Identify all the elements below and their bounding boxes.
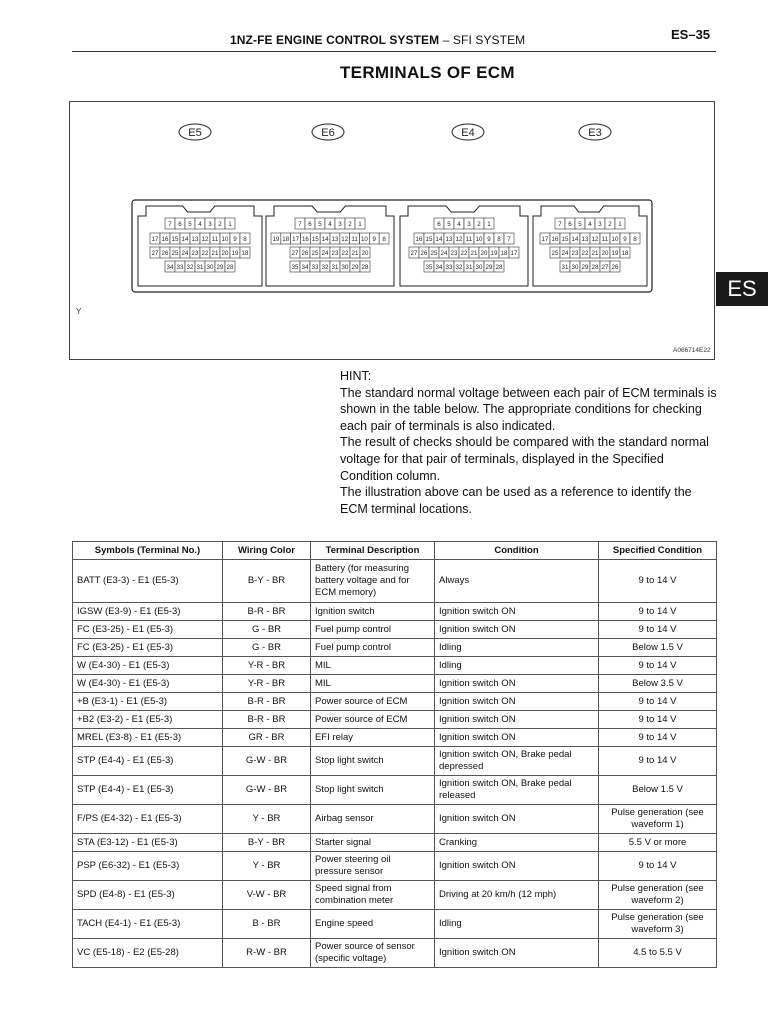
cell-symbol: VC (E5-18) - E2 (E5-28) bbox=[73, 939, 223, 968]
cell-wiring-color: B-Y - BR bbox=[223, 834, 311, 852]
col-header-symbols: Symbols (Terminal No.) bbox=[73, 542, 223, 560]
cell-wiring-color: B-Y - BR bbox=[223, 560, 311, 603]
cell-wiring-color: R-W - BR bbox=[223, 939, 311, 968]
pin-number: 9 bbox=[487, 236, 491, 243]
cell-symbol: SPD (E4-8) - E1 (E5-3) bbox=[73, 881, 223, 910]
cell-wiring-color: G-W - BR bbox=[223, 776, 311, 805]
pin-number: 18 bbox=[282, 236, 290, 243]
cell-condition: Ignition switch ON bbox=[435, 939, 599, 968]
cell-symbol: W (E4-30) - E1 (E5-3) bbox=[73, 657, 223, 675]
pin-number: 12 bbox=[455, 236, 463, 243]
table-row bbox=[73, 693, 717, 711]
cell-description: Power source of ECM bbox=[311, 693, 435, 711]
pin-number: 3 bbox=[338, 221, 342, 228]
pin-number: 34 bbox=[435, 264, 443, 271]
cell-wiring-color: B-R - BR bbox=[223, 711, 311, 729]
cell-specified: 9 to 14 V bbox=[599, 729, 717, 747]
cell-wiring-color: V-W - BR bbox=[223, 881, 311, 910]
pin-number: 20 bbox=[601, 250, 609, 257]
pin-number: 24 bbox=[561, 250, 569, 257]
pin-number: 12 bbox=[341, 236, 349, 243]
cell-description: MIL bbox=[311, 675, 435, 693]
pin-number: 19 bbox=[611, 250, 619, 257]
pin-number: 19 bbox=[272, 236, 280, 243]
hint-paragraph-1: The standard normal voltage between each pair of ECM terminals is shown in the table below. The appropriate conditions for checking each pair of terminals is also indicated. bbox=[340, 385, 717, 433]
pin-number: 32 bbox=[186, 264, 194, 271]
cell-description: Fuel pump control bbox=[311, 621, 435, 639]
pin-number: 22 bbox=[460, 250, 468, 257]
pin-number: 31 bbox=[465, 264, 473, 271]
pin-number: 21 bbox=[351, 250, 359, 257]
pin-number: 10 bbox=[221, 236, 229, 243]
pin-number: 25 bbox=[551, 250, 559, 257]
pin-number: 25 bbox=[311, 250, 319, 257]
pin-number: 17 bbox=[292, 236, 300, 243]
pin-number: 11 bbox=[351, 236, 358, 243]
pin-number: 5 bbox=[578, 221, 582, 228]
cell-condition: Ignition switch ON, Brake pedal depressed bbox=[435, 747, 599, 776]
pin-number: 18 bbox=[241, 250, 249, 257]
pin-number: 4 bbox=[198, 221, 202, 228]
cell-specified: 9 to 14 V bbox=[599, 603, 717, 621]
pin-number: 4 bbox=[328, 221, 332, 228]
cell-wiring-color: G-W - BR bbox=[223, 747, 311, 776]
pin-number: 3 bbox=[467, 221, 471, 228]
cell-symbol: BATT (E3-3) - E1 (E5-3) bbox=[73, 560, 223, 603]
cell-condition: Ignition switch ON bbox=[435, 603, 599, 621]
pin-number: 27 bbox=[291, 250, 299, 257]
cell-condition: Ignition switch ON bbox=[435, 729, 599, 747]
pin-number: 28 bbox=[226, 264, 234, 271]
pin-number: 13 bbox=[445, 236, 453, 243]
connector-label: E4 bbox=[461, 127, 475, 139]
header-divider bbox=[72, 51, 716, 52]
connector-e5 bbox=[138, 124, 262, 286]
cell-specified: 9 to 14 V bbox=[599, 560, 717, 603]
cell-specified: Below 1.5 V bbox=[599, 776, 717, 805]
connector-label: E3 bbox=[588, 127, 602, 139]
col-header-condition: Condition bbox=[435, 542, 599, 560]
section-tab[interactable]: ES bbox=[716, 272, 768, 306]
cell-condition: Ignition switch ON bbox=[435, 805, 599, 834]
pin-number: 22 bbox=[341, 250, 349, 257]
pin-number: 16 bbox=[161, 236, 169, 243]
cell-condition: Cranking bbox=[435, 834, 599, 852]
cell-specified: 9 to 14 V bbox=[599, 711, 717, 729]
table-row bbox=[73, 560, 717, 603]
pin-number: 3 bbox=[208, 221, 212, 228]
pin-number: 26 bbox=[611, 264, 619, 271]
pin-number: 18 bbox=[621, 250, 629, 257]
cell-specified: 9 to 14 V bbox=[599, 657, 717, 675]
cell-wiring-color: B-R - BR bbox=[223, 693, 311, 711]
pin-number: 32 bbox=[455, 264, 463, 271]
cell-description: MIL bbox=[311, 657, 435, 675]
cell-condition: Ignition switch ON bbox=[435, 621, 599, 639]
table-row bbox=[73, 657, 717, 675]
pin-number: 4 bbox=[457, 221, 461, 228]
pin-number: 28 bbox=[495, 264, 503, 271]
cell-specified: 5.5 V or more bbox=[599, 834, 717, 852]
pin-number: 30 bbox=[475, 264, 483, 271]
pin-number: 17 bbox=[541, 236, 549, 243]
cell-description: Power source of sensor (specific voltage) bbox=[311, 939, 435, 968]
cell-wiring-color: Y-R - BR bbox=[223, 657, 311, 675]
hint-paragraph-3: The illustration above can be used as a reference to identify the ECM terminal locations. bbox=[340, 485, 692, 516]
pin-number: 15 bbox=[561, 236, 569, 243]
connector-label: E6 bbox=[321, 127, 335, 139]
pin-number: 7 bbox=[168, 221, 172, 228]
pin-number: 8 bbox=[497, 236, 501, 243]
pin-number: 2 bbox=[218, 221, 222, 228]
table-row bbox=[73, 805, 717, 834]
pin-number: 1 bbox=[618, 221, 622, 228]
pin-number: 14 bbox=[321, 236, 329, 243]
pin-number: 27 bbox=[601, 264, 609, 271]
pin-number: 35 bbox=[425, 264, 433, 271]
cell-description: Stop light switch bbox=[311, 776, 435, 805]
pin-number: 23 bbox=[331, 250, 339, 257]
cell-specified: Pulse generation (see waveform 1) bbox=[599, 805, 717, 834]
pin-number: 26 bbox=[161, 250, 169, 257]
pin-number: 28 bbox=[361, 264, 369, 271]
cell-specified: 9 to 14 V bbox=[599, 693, 717, 711]
cell-symbol: +B2 (E3-2) - E1 (E5-3) bbox=[73, 711, 223, 729]
cell-wiring-color: Y-R - BR bbox=[223, 675, 311, 693]
pin-number: 32 bbox=[321, 264, 329, 271]
pin-number: 27 bbox=[410, 250, 418, 257]
pin-number: 7 bbox=[298, 221, 302, 228]
pin-number: 13 bbox=[191, 236, 199, 243]
cell-wiring-color: G - BR bbox=[223, 621, 311, 639]
cell-symbol: TACH (E4-1) - E1 (E5-3) bbox=[73, 910, 223, 939]
cell-symbol: STP (E4-4) - E1 (E5-3) bbox=[73, 747, 223, 776]
cell-description: Fuel pump control bbox=[311, 639, 435, 657]
cell-description: Stop light switch bbox=[311, 747, 435, 776]
figure-mark: Y bbox=[76, 307, 82, 316]
pin-number: 33 bbox=[311, 264, 319, 271]
pin-number: 24 bbox=[181, 250, 189, 257]
table-row bbox=[73, 747, 717, 776]
pin-number: 6 bbox=[178, 221, 182, 228]
pin-number: 27 bbox=[151, 250, 159, 257]
header-title-main: 1NZ-FE ENGINE CONTROL SYSTEM bbox=[230, 33, 440, 47]
cell-symbol: PSP (E6-32) - E1 (E5-3) bbox=[73, 852, 223, 881]
pin-number: 29 bbox=[351, 264, 359, 271]
pin-number: 1 bbox=[358, 221, 362, 228]
cell-condition: Ignition switch ON, Brake pedal released bbox=[435, 776, 599, 805]
pin-number: 5 bbox=[318, 221, 322, 228]
cell-symbol: FC (E3-25) - E1 (E5-3) bbox=[73, 639, 223, 657]
table-row bbox=[73, 834, 717, 852]
pin-number: 11 bbox=[211, 236, 219, 243]
page-title: TERMINALS OF ECM bbox=[340, 63, 515, 82]
cell-specified: 9 to 14 V bbox=[599, 747, 717, 776]
pin-number: 26 bbox=[420, 250, 428, 257]
pin-number: 7 bbox=[507, 236, 511, 243]
ecm-connector-figure bbox=[69, 101, 715, 360]
table-row bbox=[73, 910, 717, 939]
col-header-description: Terminal Description bbox=[311, 542, 435, 560]
cell-wiring-color: Y - BR bbox=[223, 805, 311, 834]
pin-number: 21 bbox=[591, 250, 599, 257]
cell-condition: Idling bbox=[435, 639, 599, 657]
pin-number: 4 bbox=[588, 221, 592, 228]
table-row bbox=[73, 729, 717, 747]
pin-number: 15 bbox=[171, 236, 179, 243]
pin-number: 28 bbox=[591, 264, 599, 271]
pin-number: 8 bbox=[633, 236, 637, 243]
pin-number: 24 bbox=[440, 250, 448, 257]
cell-symbol: MREL (E3-8) - E1 (E5-3) bbox=[73, 729, 223, 747]
table-row bbox=[73, 939, 717, 968]
pin-number: 25 bbox=[430, 250, 438, 257]
cell-description: EFI relay bbox=[311, 729, 435, 747]
cell-specified: Pulse generation (see waveform 3) bbox=[599, 910, 717, 939]
pin-number: 6 bbox=[568, 221, 572, 228]
cell-specified: 4.5 to 5.5 V bbox=[599, 939, 717, 968]
cell-condition: Ignition switch ON bbox=[435, 852, 599, 881]
cell-condition: Ignition switch ON bbox=[435, 675, 599, 693]
pin-number: 34 bbox=[166, 264, 174, 271]
pin-number: 14 bbox=[435, 236, 443, 243]
ecm-connector-diagram bbox=[70, 102, 714, 359]
cell-symbol: STA (E3-12) - E1 (E5-3) bbox=[73, 834, 223, 852]
pin-number: 8 bbox=[382, 236, 386, 243]
connector-e6 bbox=[266, 124, 394, 286]
pin-number: 22 bbox=[581, 250, 589, 257]
pin-number: 10 bbox=[611, 236, 619, 243]
pin-number: 33 bbox=[176, 264, 184, 271]
pin-number: 23 bbox=[571, 250, 579, 257]
cell-condition: Ignition switch ON bbox=[435, 693, 599, 711]
cell-description: Ignition switch bbox=[311, 603, 435, 621]
pin-number: 7 bbox=[558, 221, 562, 228]
table-row bbox=[73, 639, 717, 657]
pin-number: 18 bbox=[500, 250, 508, 257]
pin-number: 30 bbox=[571, 264, 579, 271]
pin-number: 10 bbox=[360, 236, 368, 243]
cell-description: Battery (for measuring battery voltage and for ECM memory) bbox=[311, 560, 435, 603]
cell-wiring-color: B-R - BR bbox=[223, 603, 311, 621]
pin-number: 14 bbox=[571, 236, 579, 243]
pin-number: 30 bbox=[206, 264, 214, 271]
cell-specified: 9 to 14 V bbox=[599, 852, 717, 881]
pin-number: 2 bbox=[477, 221, 481, 228]
pin-number: 34 bbox=[301, 264, 309, 271]
cell-description: Power steering oil pressure sensor bbox=[311, 852, 435, 881]
pin-number: 15 bbox=[311, 236, 319, 243]
pin-number: 31 bbox=[561, 264, 569, 271]
pin-number: 1 bbox=[487, 221, 491, 228]
pin-number: 9 bbox=[233, 236, 237, 243]
cell-wiring-color: GR - BR bbox=[223, 729, 311, 747]
pin-number: 20 bbox=[361, 250, 369, 257]
pin-number: 3 bbox=[598, 221, 602, 228]
pin-number: 5 bbox=[188, 221, 192, 228]
pin-number: 12 bbox=[201, 236, 209, 243]
col-header-specified: Specified Condition bbox=[599, 542, 717, 560]
pin-number: 14 bbox=[181, 236, 189, 243]
cell-condition: Driving at 20 km/h (12 mph) bbox=[435, 881, 599, 910]
pin-number: 5 bbox=[447, 221, 451, 228]
pin-number: 17 bbox=[151, 236, 159, 243]
pin-number: 2 bbox=[348, 221, 352, 228]
cell-description: Airbag sensor bbox=[311, 805, 435, 834]
pin-number: 33 bbox=[445, 264, 453, 271]
pin-number: 11 bbox=[465, 236, 473, 243]
cell-condition: Always bbox=[435, 560, 599, 603]
table-row bbox=[73, 881, 717, 910]
table-row bbox=[73, 675, 717, 693]
cell-symbol: FC (E3-25) - E1 (E5-3) bbox=[73, 621, 223, 639]
pin-number: 13 bbox=[331, 236, 339, 243]
cell-specified: Below 3.5 V bbox=[599, 675, 717, 693]
cell-description: Speed signal from combination meter bbox=[311, 881, 435, 910]
cell-wiring-color: G - BR bbox=[223, 639, 311, 657]
hint-heading: HINT: bbox=[340, 369, 372, 383]
pin-number: 25 bbox=[171, 250, 179, 257]
table-row bbox=[73, 603, 717, 621]
header-title-dash: – bbox=[442, 33, 450, 47]
cell-wiring-color: Y - BR bbox=[223, 852, 311, 881]
cell-specified: Pulse generation (see waveform 2) bbox=[599, 881, 717, 910]
pin-number: 13 bbox=[581, 236, 589, 243]
pin-number: 29 bbox=[216, 264, 224, 271]
pin-number: 23 bbox=[450, 250, 458, 257]
figure-code: A066714E22 bbox=[673, 347, 711, 354]
hint-paragraph-2: The result of checks should be compared with the standard normal voltage for that pair of terminals, displayed in the Specified Condition column. bbox=[340, 435, 709, 483]
pin-number: 21 bbox=[470, 250, 478, 257]
pin-number: 10 bbox=[475, 236, 483, 243]
pin-number: 8 bbox=[243, 236, 247, 243]
cell-condition: Idling bbox=[435, 910, 599, 939]
table-row bbox=[73, 776, 717, 805]
cell-specified: Below 1.5 V bbox=[599, 639, 717, 657]
connector-e4 bbox=[400, 124, 528, 286]
col-header-wiring: Wiring Color bbox=[223, 542, 311, 560]
pin-number: 9 bbox=[623, 236, 627, 243]
pin-number: 20 bbox=[480, 250, 488, 257]
pin-number: 31 bbox=[331, 264, 339, 271]
cell-description: Power source of ECM bbox=[311, 711, 435, 729]
connector-e3 bbox=[533, 124, 647, 286]
cell-description: Engine speed bbox=[311, 910, 435, 939]
header-title-sub: SFI SYSTEM bbox=[452, 33, 526, 47]
pin-number: 16 bbox=[415, 236, 423, 243]
cell-symbol: W (E4-30) - E1 (E5-3) bbox=[73, 675, 223, 693]
pin-number: 19 bbox=[231, 250, 239, 257]
cell-symbol: STP (E4-4) - E1 (E5-3) bbox=[73, 776, 223, 805]
header-title bbox=[230, 33, 525, 47]
connector-housing bbox=[132, 200, 652, 292]
pin-number: 17 bbox=[510, 250, 518, 257]
pin-number: 6 bbox=[308, 221, 312, 228]
pin-number: 9 bbox=[372, 236, 376, 243]
cell-symbol: IGSW (E3-9) - E1 (E5-3) bbox=[73, 603, 223, 621]
table-body bbox=[73, 560, 717, 968]
pin-number: 22 bbox=[201, 250, 209, 257]
pin-number: 21 bbox=[211, 250, 219, 257]
pin-number: 1 bbox=[228, 221, 232, 228]
pin-number: 30 bbox=[341, 264, 349, 271]
page-number: ES–35 bbox=[671, 27, 711, 42]
pin-number: 20 bbox=[221, 250, 229, 257]
hint-section bbox=[340, 368, 720, 517]
table-row bbox=[73, 852, 717, 881]
pin-number: 11 bbox=[601, 236, 609, 243]
pin-number: 16 bbox=[301, 236, 309, 243]
cell-symbol: F/PS (E4-32) - E1 (E5-3) bbox=[73, 805, 223, 834]
pin-number: 29 bbox=[485, 264, 493, 271]
pin-number: 29 bbox=[581, 264, 589, 271]
table-row bbox=[73, 621, 717, 639]
pin-number: 15 bbox=[425, 236, 433, 243]
pin-number: 23 bbox=[191, 250, 199, 257]
pin-number: 12 bbox=[591, 236, 599, 243]
pin-number: 31 bbox=[196, 264, 204, 271]
cell-description: Starter signal bbox=[311, 834, 435, 852]
connector-label: E5 bbox=[188, 127, 202, 139]
cell-specified: 9 to 14 V bbox=[599, 621, 717, 639]
table-row bbox=[73, 711, 717, 729]
cell-condition: Idling bbox=[435, 657, 599, 675]
cell-wiring-color: B - BR bbox=[223, 910, 311, 939]
pin-number: 16 bbox=[551, 236, 559, 243]
pin-number: 26 bbox=[301, 250, 309, 257]
pin-number: 19 bbox=[490, 250, 498, 257]
ecm-terminal-table bbox=[72, 541, 717, 968]
pin-number: 2 bbox=[608, 221, 612, 228]
pin-number: 6 bbox=[437, 221, 441, 228]
pin-number: 24 bbox=[321, 250, 329, 257]
pin-number: 35 bbox=[291, 264, 299, 271]
cell-symbol: +B (E3-1) - E1 (E5-3) bbox=[73, 693, 223, 711]
table-header-row bbox=[73, 542, 717, 560]
cell-condition: Ignition switch ON bbox=[435, 711, 599, 729]
